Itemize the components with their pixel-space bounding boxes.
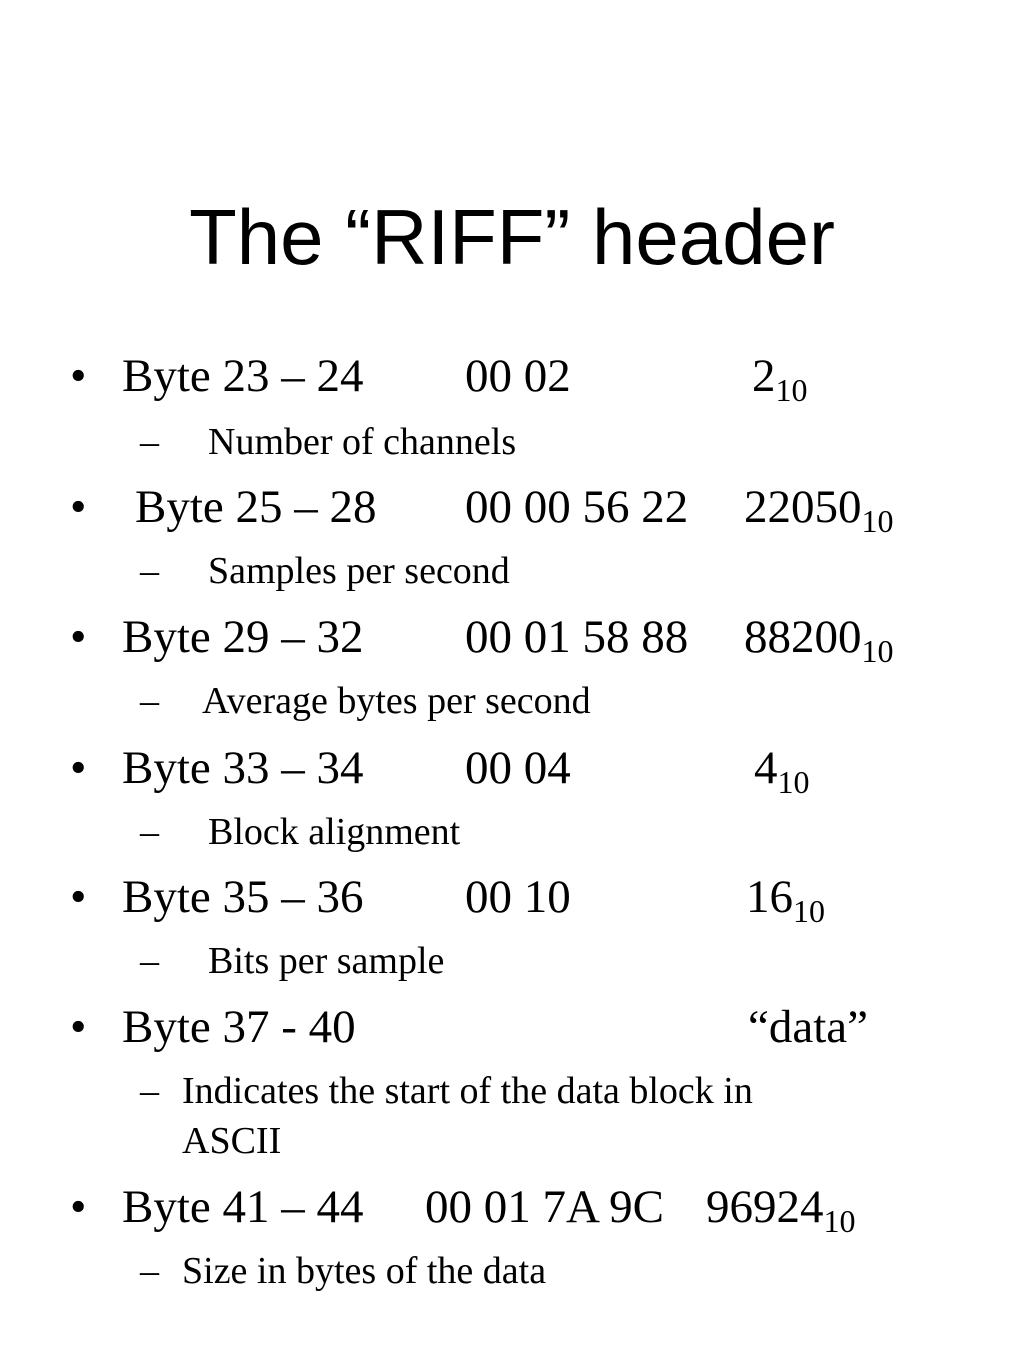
description: Size in bytes of the data bbox=[182, 1250, 547, 1292]
description: Samples per second bbox=[208, 550, 510, 592]
dash-icon: – bbox=[140, 550, 159, 592]
dash-icon: – bbox=[140, 940, 159, 982]
byte-range: Byte 37 - 40 bbox=[122, 1001, 356, 1053]
description: Indicates the start of the data block in bbox=[182, 1070, 753, 1112]
dash-icon: – bbox=[140, 1250, 159, 1292]
description: Average bytes per second bbox=[202, 680, 591, 722]
byte-decimal: $22050_{10}$ bbox=[744, 481, 894, 539]
dash-icon: – bbox=[140, 1070, 159, 1112]
bullet-item-bits bbox=[0, 867, 1024, 927]
byte-range: Byte 23 – 24 bbox=[122, 350, 364, 402]
base-subscript: 10 bbox=[861, 633, 894, 669]
base-subscript: 10 bbox=[775, 372, 808, 408]
byte-hex: 00 01 58 88 bbox=[465, 611, 689, 663]
bullet-item-samples bbox=[0, 477, 1024, 537]
byte-decimal: $4_{10}$ bbox=[754, 742, 810, 800]
base-subscript: 10 bbox=[777, 764, 810, 800]
slide-title: The “RIFF” header bbox=[189, 193, 835, 281]
byte-hex: 00 00 56 22 bbox=[465, 481, 689, 533]
dash-icon: – bbox=[140, 421, 159, 463]
byte-range: Byte 25 – 28 bbox=[135, 481, 377, 533]
description: Bits per sample bbox=[208, 940, 445, 982]
bullet-icon: • bbox=[70, 871, 87, 923]
byte-decimal: $16_{10}$ bbox=[746, 871, 825, 929]
bullet-icon: • bbox=[70, 350, 87, 402]
dash-icon: – bbox=[140, 680, 159, 722]
bullet-item-channels bbox=[0, 346, 1024, 406]
bullet-icon: • bbox=[70, 1001, 87, 1053]
base-subscript: 10 bbox=[793, 893, 825, 929]
description: Block alignment bbox=[208, 811, 461, 853]
byte-decimal: $96924_{10}$ bbox=[706, 1181, 856, 1239]
bullet-item-block-align bbox=[0, 738, 1024, 798]
byte-hex: 00 10 bbox=[465, 871, 571, 923]
bullet-icon: • bbox=[70, 611, 87, 663]
byte-range: Byte 29 – 32 bbox=[122, 611, 364, 663]
bullet-item-data-tag bbox=[0, 997, 1024, 1057]
base-subscript: 10 bbox=[861, 503, 894, 539]
dash-icon: – bbox=[140, 811, 159, 853]
byte-hex: 00 04 bbox=[465, 742, 571, 794]
byte-range: Byte 33 – 34 bbox=[122, 742, 364, 794]
bullet-item-avg-bytes bbox=[0, 607, 1024, 667]
byte-hex: 00 02 bbox=[465, 350, 571, 402]
description: Number of channels bbox=[208, 421, 517, 463]
byte-ascii: “data” bbox=[748, 1001, 869, 1053]
bullet-item-data-size bbox=[0, 1177, 1024, 1237]
bullet-icon: • bbox=[70, 1181, 87, 1233]
base-subscript: 10 bbox=[823, 1203, 856, 1239]
byte-range: Byte 35 – 36 bbox=[122, 871, 364, 923]
description-continued: ASCII bbox=[182, 1120, 282, 1162]
bullet-icon: • bbox=[70, 742, 87, 794]
byte-decimal: $2_{10}$ bbox=[752, 350, 808, 408]
bullet-icon: • bbox=[70, 481, 87, 533]
byte-decimal: $88200_{10}$ bbox=[744, 611, 894, 669]
byte-range: Byte 41 – 44 bbox=[122, 1181, 364, 1233]
byte-hex: 00 01 7A 9C bbox=[425, 1181, 664, 1233]
